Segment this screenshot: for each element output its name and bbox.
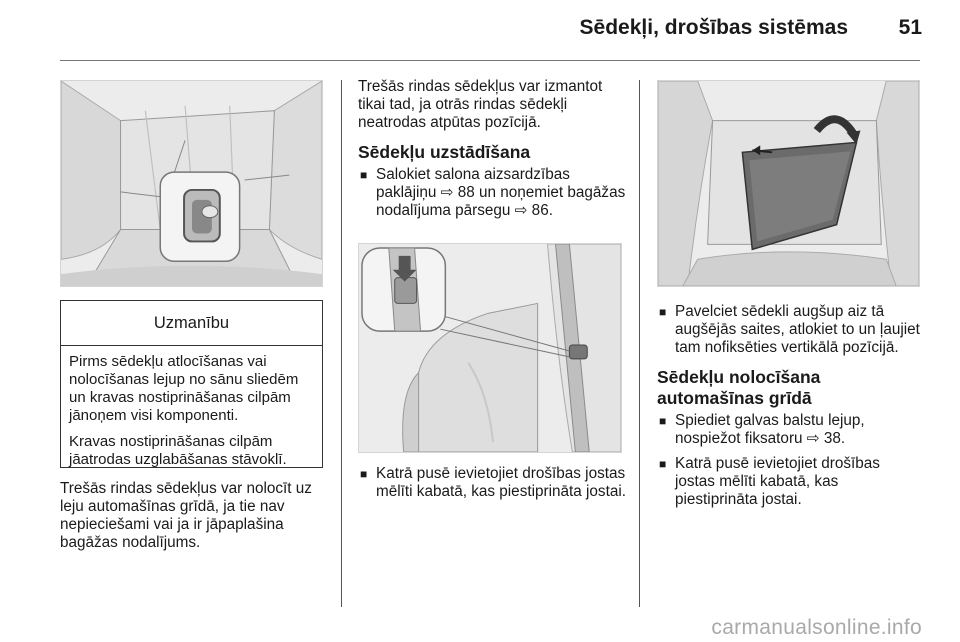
paragraph: Trešās rindas sēdekļus var nolocīt uz leju automašīnas grīdā, ja tie nav nepieciešami vai ja ir jāpaplašina bagāžas nodalījums. [60,480,312,551]
middle-column-text-top [358,78,626,227]
bullet-text: Katrā pusē ievietojiet drošības jostas mēlīti kabatā, kas piestiprināta jostai. [675,455,880,508]
section-heading: Sēdekļu nolocīšana automašīnas grīdā [657,367,821,408]
bullet-marker: ■ [360,168,368,182]
figure-seat-raising [657,80,920,287]
caution-box [60,300,323,468]
bullet-item [358,465,626,501]
column-divider-left [341,80,342,607]
bullet-text: Salokiet salona aizsardzības paklājiņu ⇨ 88 un noņemiet bagāžas nodalījuma pārsegu ⇨ 86. [376,166,626,219]
caution-paragraph: Pirms sēdekļu atlocīšanas vai nolocīšanas lejup no sānu sliedēm un kravas nostiprināšanas cilpām jānoņem visi komponenti. [69,353,299,424]
page-number: 51 [898,16,922,39]
caution-title: Uzmanību [61,301,322,346]
running-header-title: Sēdekļi, drošības sistēmas [579,16,848,39]
bullet-text: Katrā pusē ievietojiet drošības jostas mēlīti kabatā, kas piestiprināta jostai. [376,465,626,500]
bullet-item [657,455,922,509]
right-column-text [657,303,922,516]
left-column-text [60,480,328,559]
caution-body [61,346,322,469]
paragraph: Trešās rindas sēdekļus var izmantot tikai tad, ja otrās rindas sēdekļi neatrodas atpūtas pozīcijā. [358,78,603,131]
bullet-marker: ■ [659,457,667,471]
bullet-marker: ■ [659,305,667,319]
middle-column-text-bottom [358,465,626,508]
caution-paragraph: Kravas nostiprināšanas cilpām jāatrodas uzglabāšanas stāvoklī. [69,433,287,468]
bullet-marker: ■ [360,467,368,481]
bullet-item [657,412,922,448]
bullet-item [358,166,626,220]
bullet-text: Spiediet galvas balstu lejup, nospiežot fiksatoru ⇨ 38. [675,412,865,447]
section-heading: Sēdekļu uzstādīšana [358,142,531,162]
figure-trunk-anchor-loop [60,80,323,287]
bullet-marker: ■ [659,414,667,428]
bullet-text: Pavelciet sēdekli augšup aiz tā augšējās saites, atlokiet to un ļaujiet tam nofiksēties vertikālā pozīcijā. [675,303,920,356]
column-divider-right [639,80,640,607]
header-rule [60,60,920,61]
watermark: carmanualsonline.info [711,616,922,639]
bullet-item [657,303,922,357]
figure-seatbelt-tongue [358,243,622,453]
